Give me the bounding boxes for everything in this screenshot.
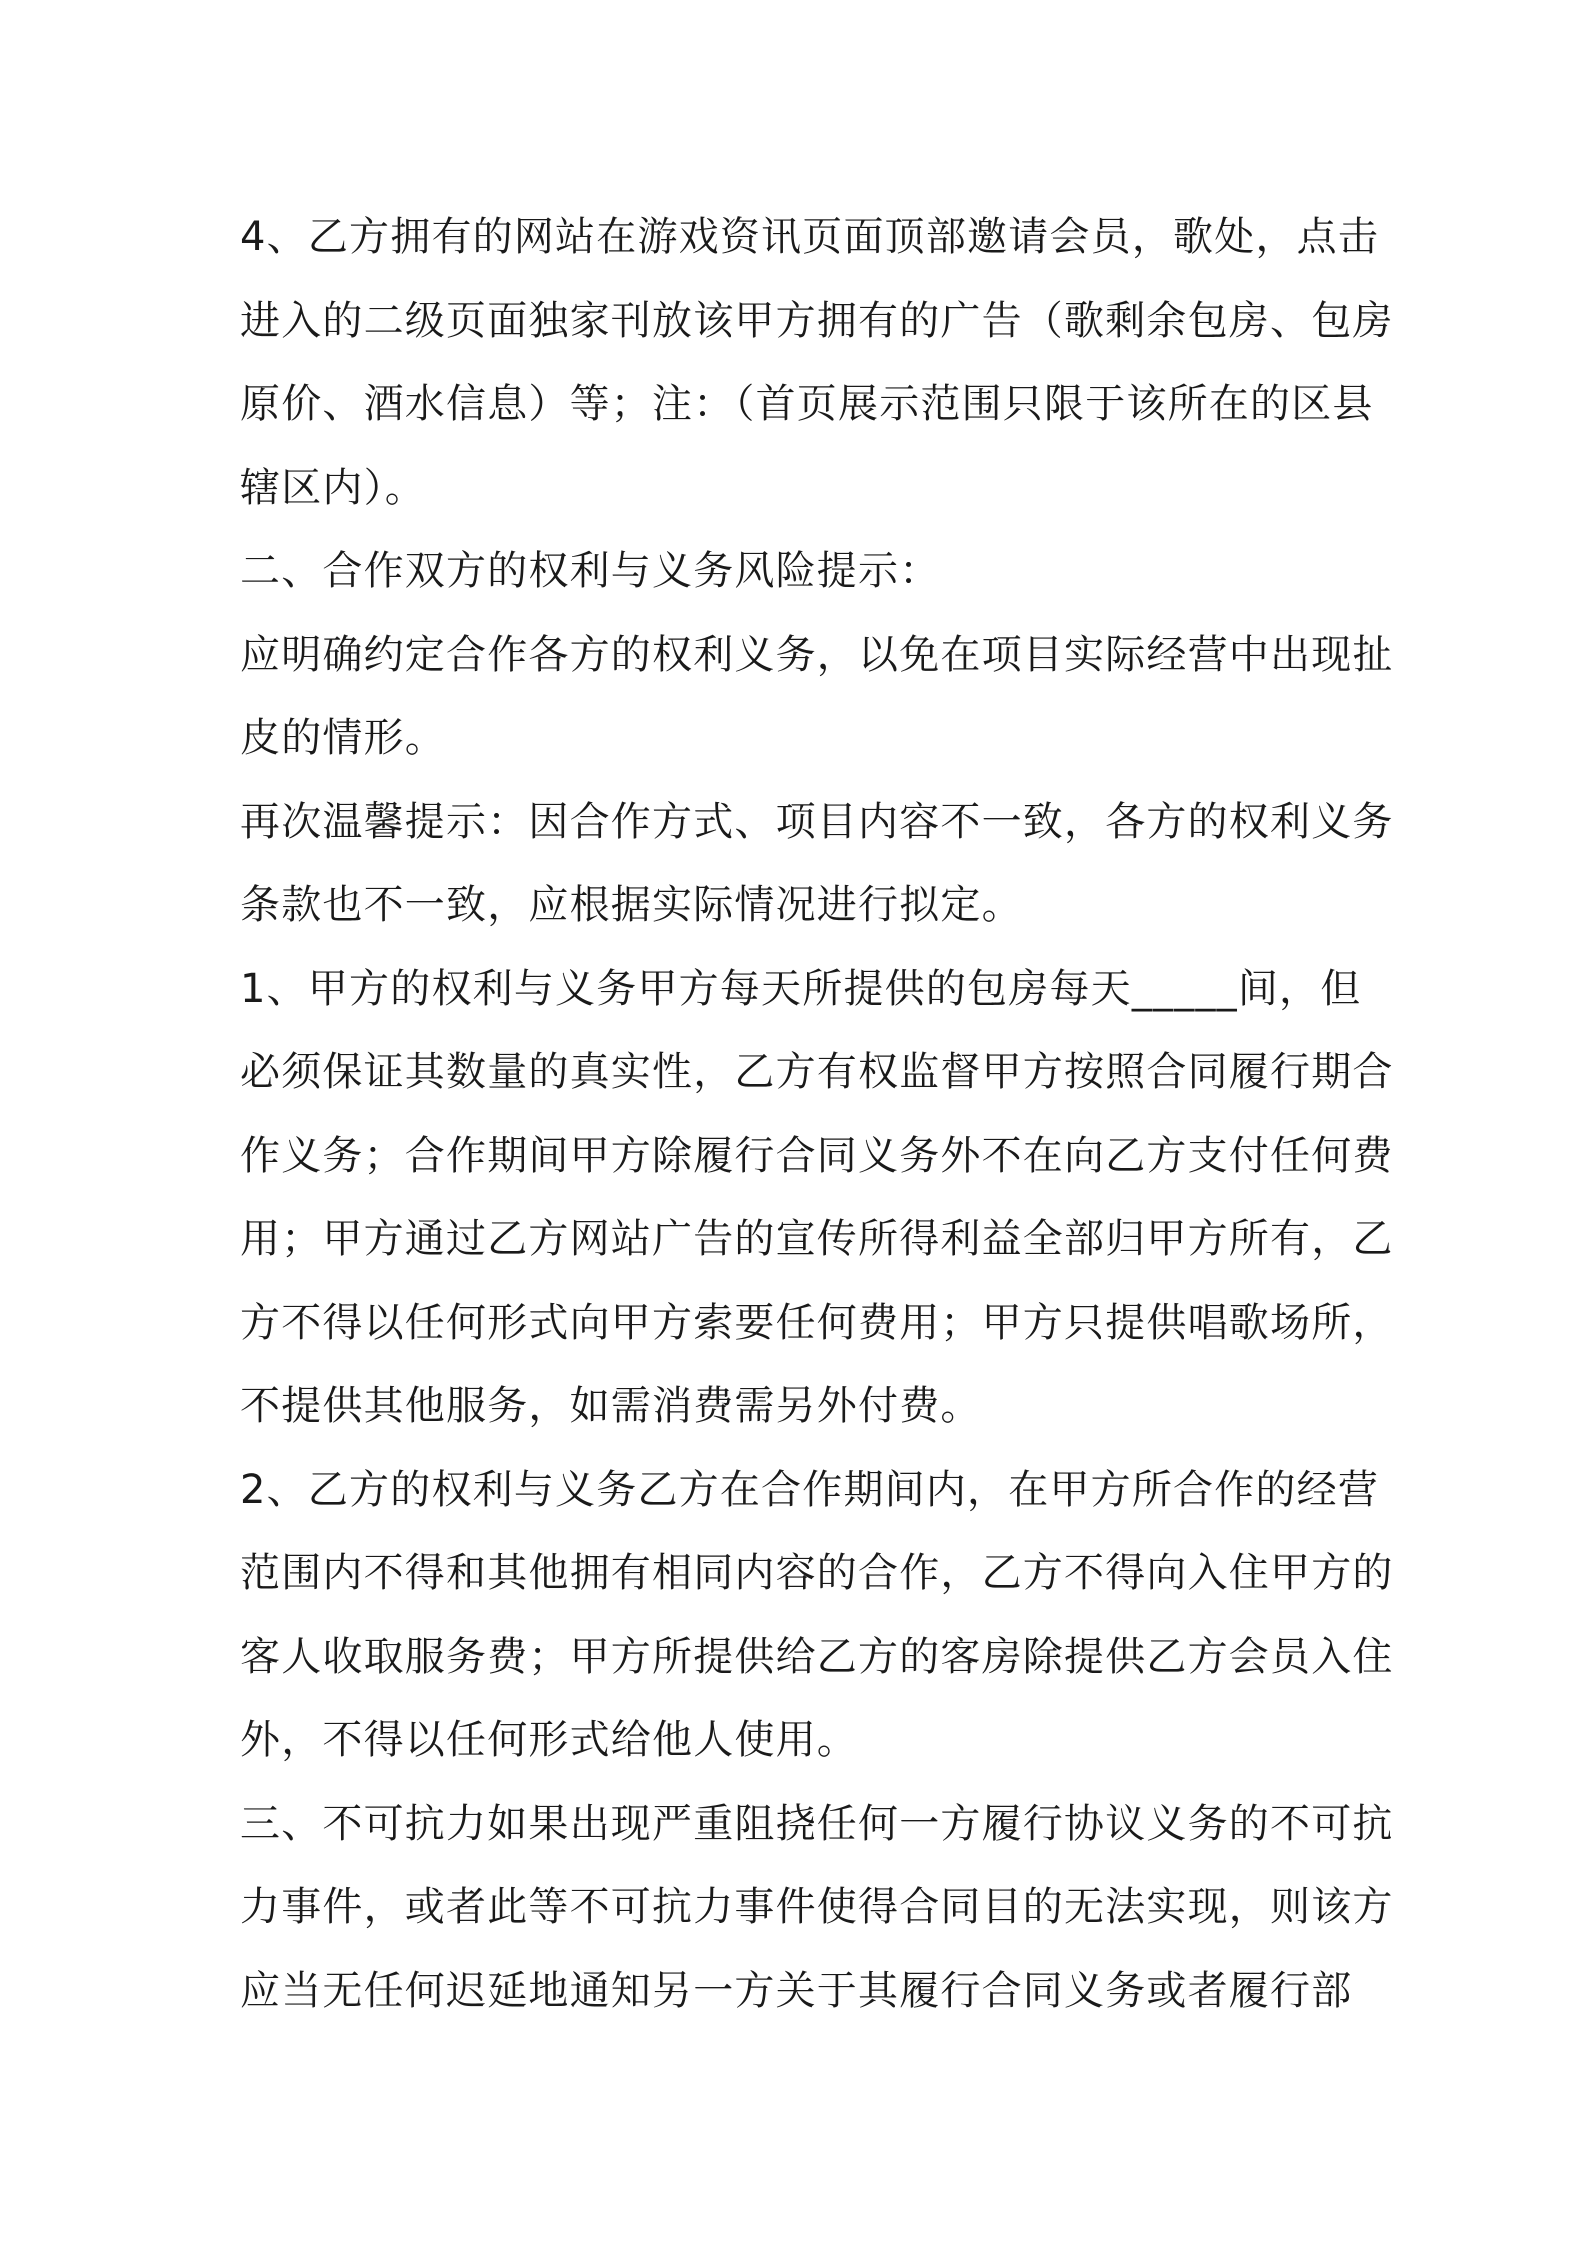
- text-line: 1、甲方的权利与义务甲方每天所提供的包房每天_____间，但: [240, 965, 1362, 1012]
- text-line: 再次温馨提示：因合作方式、项目内容不一致，各方的权利义务: [240, 798, 1394, 845]
- text-line: 用；甲方通过乙方网站广告的宣传所得利益全部归甲方所有，乙: [240, 1216, 1394, 1262]
- text-line: 力事件，或者此等不可抗力事件使得合同目的无法实现，则该方: [240, 1884, 1394, 1930]
- text-line: 应明确约定合作各方的权利义务，以免在项目实际经营中出现扯: [240, 631, 1394, 678]
- text-line: 辖区内）。: [240, 464, 426, 511]
- text-line: 应当无任何迟延地通知另一方关于其履行合同义务或者履行部: [240, 1967, 1353, 2014]
- text-line: 方不得以任何形式向甲方索要任何费用；甲方只提供唱歌场所，: [240, 1299, 1394, 1346]
- text-line: 皮的情形。: [240, 715, 446, 761]
- text-line: 原价、酒水信息）等；注：（首页展示范围只限于该所在的区县: [240, 381, 1374, 427]
- text-line: 必须保证其数量的真实性，乙方有权监督甲方按照合同履行期合: [240, 1049, 1394, 1095]
- document-body: [240, 196, 1394, 2033]
- section-heading: 二、合作双方的权利与义务风险提示：: [240, 548, 941, 594]
- text-line: 外，不得以任何形式给他人使用。: [240, 1717, 858, 1763]
- text-line: 范围内不得和其他拥有相同内容的合作，乙方不得向入住甲方的: [240, 1550, 1394, 1596]
- section-heading: 三、不可抗力如果出现严重阻挠任何一方履行协议义务的不可抗: [240, 1800, 1394, 1847]
- text-line: 2、乙方的权利与义务乙方在合作期间内，在甲方所合作的经营: [240, 1466, 1380, 1513]
- text-line: 4、乙方拥有的网站在游戏资讯页面顶部邀请会员，歌处，点击: [240, 214, 1380, 260]
- text-line: 条款也不一致，应根据实际情况进行拟定。: [240, 882, 1023, 928]
- text-line: 不提供其他服务，如需消费需另外付费。: [240, 1383, 982, 1429]
- text-line: 进入的二级页面独家刊放该甲方拥有的广告（歌剩余包房、包房: [240, 297, 1394, 344]
- text-line: 客人收取服务费；甲方所提供给乙方的客房除提供乙方会员入住: [240, 1633, 1394, 1680]
- text-line: 作义务；合作期间甲方除履行合同义务外不在向乙方支付任何费: [240, 1132, 1394, 1179]
